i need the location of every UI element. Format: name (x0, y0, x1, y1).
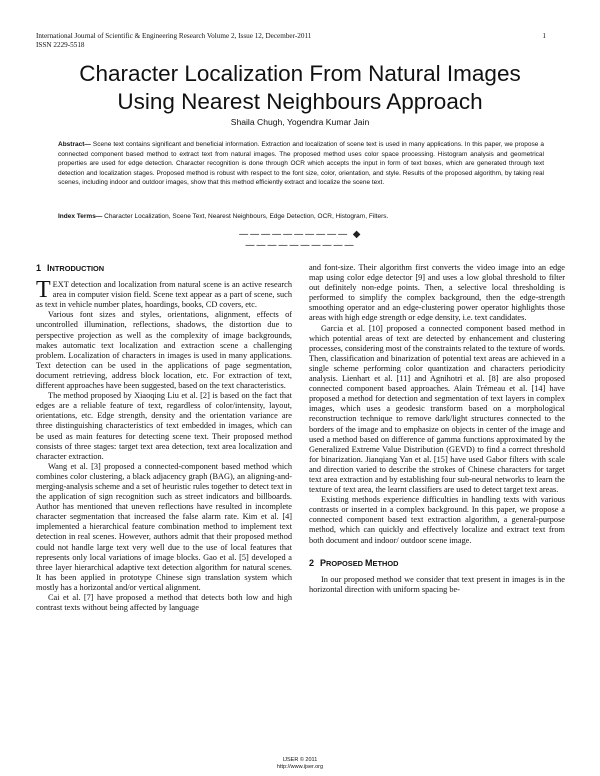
section-2-heading-rest-2: ETHOD (372, 558, 399, 568)
intro-paragraph-6: and font-size. Their algorithm first converts the video image into an edge map using color edge detector [9] and uses a low global threshold to filter out definitely non-edge points. Then, a selective local thresholding is performed to simplify the complex background, then the edge-strength smoothing operator and an edge-clustering power operator highlights those areas with high edge strength or edge density, i.e. text candidates. (309, 263, 565, 323)
footer-url[interactable]: http://www.ijser.org (276, 763, 324, 770)
index-terms-text: Character Localization, Scene Text, Nearest Neighbours, Edge Detection, OCR, Histogram, Filters. (102, 213, 389, 220)
section-2-heading-rest: ROPOSED (326, 558, 366, 568)
journal-header: International Journal of Scientific & Engineering Research Volume 2, Issue 12, December-2011 (36, 32, 312, 40)
index-terms (58, 212, 544, 222)
section-2-heading-initial: P (320, 557, 327, 568)
intro-paragraph-5: Cai et al. [7] have proposed a method that detects both low and high contrast texts without being affected by language (36, 593, 292, 613)
intro-paragraph-1 (36, 277, 292, 310)
section-1-heading-rest: NTRODUCTION (49, 264, 105, 273)
section-2-heading (309, 558, 565, 569)
right-column (309, 263, 565, 595)
intro-paragraph-4: Wang et al. [3] proposed a connected-component based method which combines color clustering, a black adjacency graph (BAG), an aligning-and-merging-analysis scheme and a set of heuristic rules together to detect text in the application of sign recognition such as street indicators and billboards. Author has mentioned that uneven reflections have resulted in incomplete character segmentation that increased the false alarm rate. Kim et al. [4] implemented a hierarchical feature combination method to implement text detection in real scenes. However, authors admit that their proposed method could not handle large text very well due to the use of local features that represents only local variations of image blocks. Gao et al. [5] developed a three layer hierarchical adaptive text detection algorithm for natural scenes. It has been applied in prototype Chinese sign translation system which mostly has a horizontal and/or vertical alignment. (36, 461, 292, 592)
section-2-number: 2 (309, 557, 315, 568)
section-1-heading (36, 263, 292, 274)
authors: Shaila Chugh, Yogendra Kumar Jain (230, 117, 370, 127)
page-number: 1 (542, 32, 546, 40)
section-divider: —————————— ◆ —————————— (238, 229, 362, 251)
intro-paragraph-1-text: EXT detection and localization from natural scene is an active research area in computer vision field. Scene text appear as a part of scene, such as text in vehicle number plates, hoardings, books, CD covers, etc. (36, 280, 292, 310)
intro-paragraph-2: Various font sizes and styles, orientations, alignment, effects of uncontrolled illumination, reflections, shadows, the distortion due to perspective projection as well as the complexity of image backgrounds, makes automatic text localization and extraction scene a challenging problem. Localization of characters in images is used in many applications. Text detection can be used in the applications of page segmentation, document retrieving, address block location, etc. For extraction of text, different approaches have been suggested, based on the text characteristics. (36, 310, 292, 391)
index-terms-label: Index Terms— (58, 213, 103, 220)
section-1-heading-initial: I (47, 263, 50, 273)
drop-cap: T (36, 277, 51, 304)
method-paragraph-1: In our proposed method we consider that text present in images is in the horizontal direction with uniform spacing be- (309, 574, 565, 594)
title-line-1: Character Localization From Natural Images (79, 61, 521, 86)
page-footer (0, 757, 600, 770)
paper-title (40, 60, 560, 116)
section-1-number: 1 (36, 263, 42, 273)
intro-paragraph-7: Garcia et al. [10] proposed a connected component based method in which potential areas of text are detected by enhancement and clustering processes, considering most of the constraints related to the texture of words. Then, classification and binarization of potential text areas are achieved in a single scheme performing color quantization and characters periodicity analysis. Lienhart et al. [11] and Agnihotri et al. [8] are also proposed connected component based approaches. Alain Trémeau et al. [14] have proposed a method for detection and segmentation of text layers in complex images, which uses a geodesic transform based on a morphological reconstruction technique to remove dark/light structures connected to the borders of the image and to emphasize on objects in center of the image and used a method based on difference of gamma functions approximated by the Generalized Extreme Value Distribution (GEVD) to find a correct threshold for binarization. Jianqiang Yan et al. [15] have used Gabor filters with scale and direction varied to describe the strokes of Chinese characters for target text area extraction and by establishing four sub-neural networks to learn the texture of text area, the learnt classifiers are used to detect target text areas. (309, 323, 565, 495)
issn: ISSN 2229-5518 (36, 41, 85, 49)
intro-paragraph-3: The method proposed by Xiaoqing Liu et al. [2] is based on the fact that edges are a reliable feature of text, regardless of color/intensity, layout, orientations, etc. Edge strength, density and the orientation variance are three distinguishing characteristics of text embedded in images, which can be used as main features for detecting scene text. Their proposed method consists of three stages: target text area detection, text area localization and character extraction. (36, 391, 292, 461)
abstract-text: Scene text contains significant and beneficial information. Extraction and localization of scene text is used in many applications. In this paper, we propose a connected component based method to extract text from natural images. The proposed method uses color space processing. Histogram analysis and geometrical properties are used for edge detection. Character recognition is done through OCR which accepts the input in form of text boxes, which are generated through text detection and localization stages. Proposed method is robust with respect to the font size, color, orientation, and style. Results of the proposed algorithm, by taking real scenes, including indoor and outdoor images, show that this method efficiently extract and localize the scene text. (58, 141, 544, 186)
left-column (36, 263, 292, 613)
abstract (58, 140, 544, 188)
title-line-2: Using Nearest Neighbours Approach (117, 89, 483, 114)
section-2-heading-initial-2: M (365, 557, 373, 568)
footer-copyright: IJSER © 2011 (282, 757, 318, 763)
intro-paragraph-8: Existing methods experience difficulties in handling texts with various contrasts or inserted in a complex background. In this paper, we propose a connected component based text extraction algorithm, a general-purpose method, which can quickly and effectively localize and extract text from both document and indoor/ outdoor scene image. (309, 495, 565, 545)
abstract-label: Abstract— (58, 141, 91, 148)
